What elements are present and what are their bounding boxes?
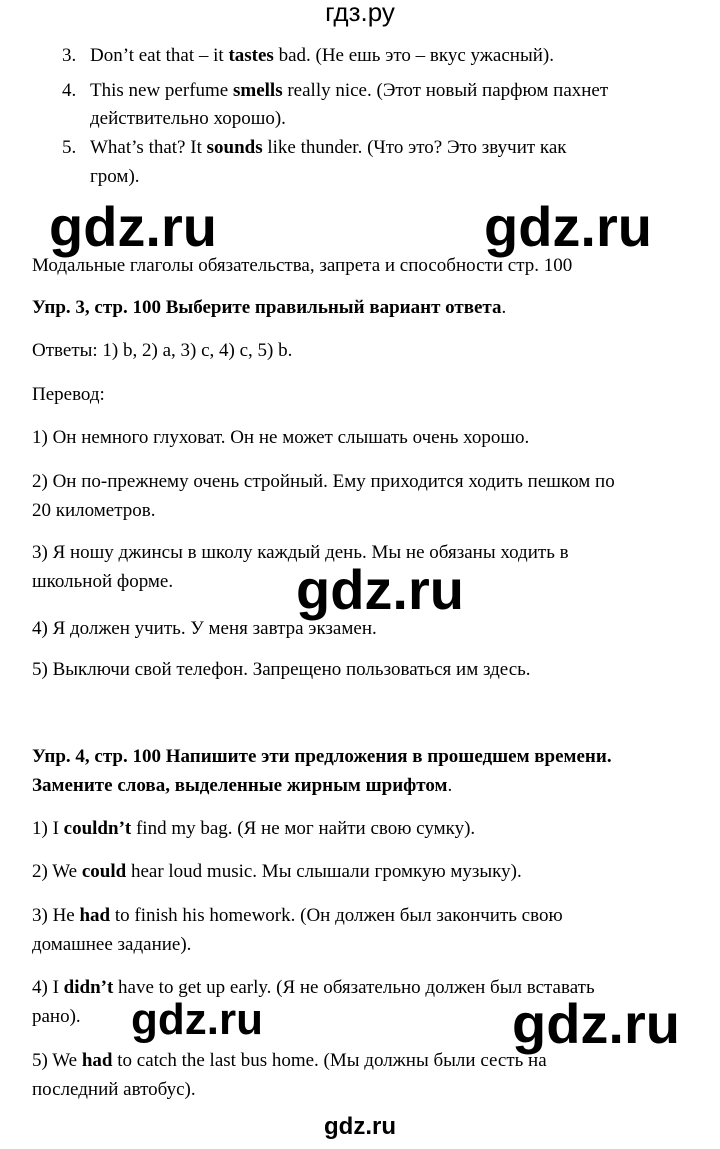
- list-item-continuation: гром).: [90, 166, 140, 187]
- item-text: 1) I: [32, 818, 64, 839]
- exercise-4-heading: Упр. 4, стр. 100 Напишите эти предложения в прошедшем времени.: [32, 746, 612, 767]
- list-item-bold-word: tastes: [228, 45, 274, 66]
- exercise-4-heading-line2: [32, 771, 452, 801]
- section-title: Модальные глаголы обязательства, запрета и способности стр. 100: [32, 255, 573, 276]
- item-text: to finish his homework. (Он должен был закончить свою: [110, 905, 563, 926]
- list-item-text: bad. (Не ешь это – вкус ужасный).: [273, 45, 554, 66]
- list-item-bold-word: smells: [232, 80, 283, 101]
- item-text: 2) We: [32, 861, 82, 882]
- item-text: hear loud music. Мы слышали громкую музыку).: [126, 861, 522, 882]
- watermark: gdz.ru: [49, 195, 217, 258]
- exercise-3-heading: [32, 293, 506, 323]
- site-header-title: гдз.ру: [325, 0, 395, 27]
- list-item: [62, 133, 567, 163]
- watermark: gdz.ru: [296, 558, 464, 621]
- item-text: 5) We: [32, 1050, 82, 1071]
- item-bold-word: could: [81, 861, 127, 882]
- list-item-number: 5.: [62, 137, 77, 158]
- item-text: 4) I: [32, 977, 64, 998]
- exercise-heading-end: .: [501, 297, 507, 318]
- list-item-text: like thunder. (Что это? Это звучит как: [262, 137, 567, 158]
- translation-item-continuation: 20 километров.: [32, 500, 156, 521]
- translation-item-continuation: школьной форме.: [32, 571, 174, 592]
- exercise-4-item-continuation: домашнее задание).: [32, 934, 192, 955]
- item-bold-word: had: [81, 1050, 113, 1071]
- item-text: have to get up early. (Я не обязательно должен был вставать: [113, 977, 595, 998]
- exercise-heading-end: .: [447, 775, 453, 796]
- translation-item: 2) Он по-прежнему очень стройный. Ему приходится ходить пешком по: [32, 471, 615, 492]
- item-text: to catch the last bus home. (Мы должны были сесть на: [112, 1050, 547, 1071]
- item-bold-word: didn’t: [63, 977, 114, 998]
- exercise-4-item: [32, 901, 563, 931]
- list-item-text: Don’t eat that – it: [90, 45, 229, 66]
- list-item-number: 4.: [62, 80, 77, 101]
- list-item-continuation: действительно хорошо).: [90, 108, 286, 129]
- item-text: 3) He: [32, 905, 80, 926]
- site-footer-name: gdz.ru: [324, 1113, 396, 1140]
- list-item-number: 3.: [62, 45, 77, 66]
- item-bold-word: couldn’t: [63, 818, 132, 839]
- translation-label: Перевод:: [32, 384, 105, 405]
- item-bold-word: had: [79, 905, 111, 926]
- item-text: find my bag. (Я не мог найти свою сумку).: [131, 818, 476, 839]
- translation-item: 3) Я ношу джинсы в школу каждый день. Мы не обязаны ходить в: [32, 542, 569, 563]
- list-item: [62, 41, 554, 71]
- translation-item: 1) Он немного глуховат. Он не может слышать очень хорошо.: [32, 427, 530, 448]
- watermark: gdz.ru: [131, 995, 263, 1044]
- list-item: [62, 76, 608, 106]
- exercise-4-item: [32, 857, 522, 887]
- exercise-4-item-continuation: последний автобус).: [32, 1079, 196, 1100]
- exercise-heading-text: Замените слова, выделенные жирным шрифтом: [32, 775, 448, 796]
- translation-item: 5) Выключи свой телефон. Запрещено пользоваться им здесь.: [32, 659, 531, 680]
- exercise-4-item: [32, 1046, 547, 1076]
- exercise-4-item: [32, 814, 475, 844]
- list-item-text: What’s that? It: [90, 137, 207, 158]
- exercise-3-answers: Ответы: 1) b, 2) a, 3) c, 4) c, 5) b.: [32, 340, 293, 361]
- list-item-text: really nice. (Этот новый парфюм пахнет: [282, 80, 609, 101]
- exercise-4-item-continuation: рано).: [32, 1006, 81, 1027]
- watermark: gdz.ru: [484, 195, 652, 258]
- translation-item: 4) Я должен учить. У меня завтра экзамен.: [32, 618, 377, 639]
- exercise-4-item: [32, 973, 595, 1003]
- list-item-text: This new perfume: [90, 80, 233, 101]
- exercise-heading-text: Упр. 3, стр. 100 Выберите правильный вариант ответа: [32, 297, 502, 318]
- watermark: gdz.ru: [512, 992, 680, 1055]
- list-item-bold-word: sounds: [206, 137, 263, 158]
